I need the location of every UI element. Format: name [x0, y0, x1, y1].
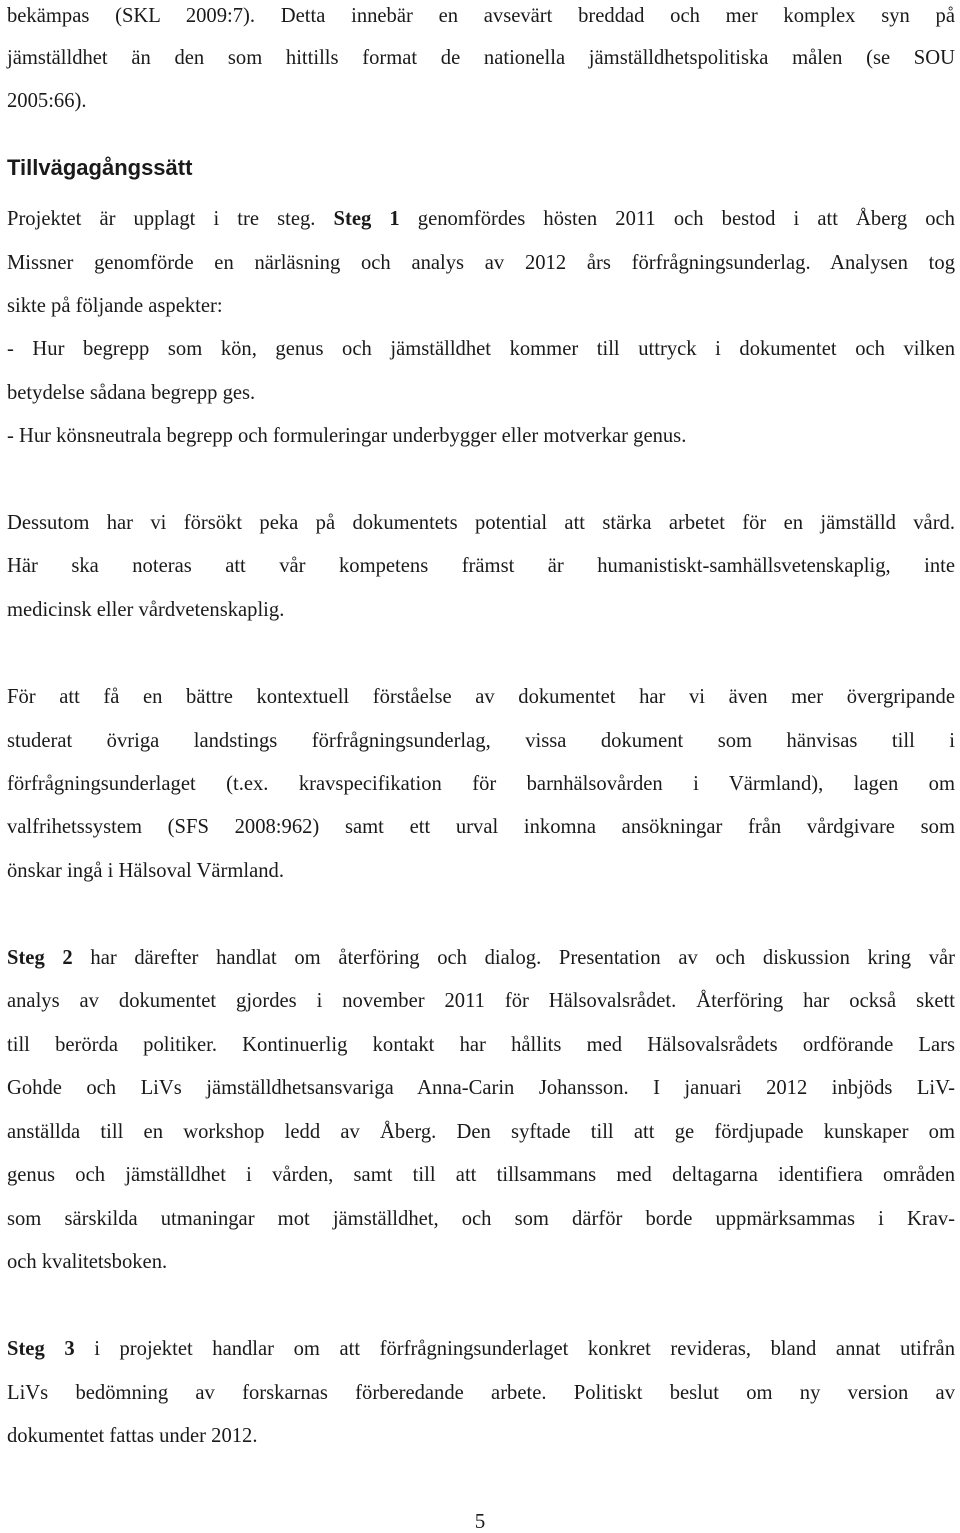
page-number: 5 — [474, 1509, 486, 1533]
p5-line-1-post: i projektet handlar om att förfrågningsunderlaget konkret revideras, bland annat utifrån — [74, 1338, 955, 1360]
p4-line-7: som särskilda utmaningar mot jämställdhet, och som därför borde uppmärksammas i Krav- — [7, 1208, 955, 1230]
p4-line-6: genus och jämställdhet i vården, samt till att tillsammans med deltagarna identifiera områden — [7, 1164, 955, 1186]
p4-line-4: Gohde och LiVs jämställdhetsansvariga Anna-Carin Johansson. I januari 2012 inbjöds LiV- — [7, 1077, 955, 1099]
p4-line-3: till berörda politiker. Kontinuerlig kontakt har hållits med Hälsovalsrådets ordförande Lars — [7, 1034, 955, 1056]
p3-line-1: För att få en bättre kontextuell förståelse av dokumentet har vi även mer övergripande — [7, 686, 955, 708]
intro-line-2: jämställdhet än den som hittills format de nationella jämställdhetspolitiska målen (se SOU — [7, 47, 955, 69]
p1-bullet-2: - Hur könsneutrala begrepp och formuleringar underbygger eller motverkar genus. — [7, 425, 687, 447]
p5-line-3: dokumentet fattas under 2012. — [7, 1425, 258, 1447]
p2-line-3: medicinsk eller vårdvetenskaplig. — [7, 599, 285, 621]
p3-line-3: förfrågningsunderlaget (t.ex. kravspecifikation för barnhälsovården i Värmland), lagen om — [7, 773, 955, 795]
intro-line-3: 2005:66). — [7, 90, 87, 112]
p1-line-1-post: genomfördes hösten 2011 och bestod i att Åberg och — [399, 208, 955, 230]
p4-line-5: anställda till en workshop ledd av Åberg. Den syftade till att ge fördjupade kunskaper om — [7, 1121, 955, 1143]
step-3-label: Steg 3 — [7, 1338, 75, 1360]
p1-line-1 — [7, 207, 955, 231]
p1-bullet-1: - Hur begrepp som kön, genus och jämställdhet kommer till uttryck i dokumentet och vilken — [7, 338, 955, 360]
p1-line-2: Missner genomförde en närläsning och analys av 2012 års förfrågningsunderlag. Analysen tog — [7, 252, 955, 274]
step-2-label: Steg 2 — [7, 947, 73, 969]
p4-line-8: och kvalitetsboken. — [7, 1251, 168, 1273]
p4-line-1 — [7, 946, 955, 970]
intro-line-1: bekämpas (SKL 2009:7). Detta innebär en avsevärt breddad och mer komplex syn på — [7, 5, 955, 27]
p4-line-2: analys av dokumentet gjordes i november 2011 för Hälsovalsrådet. Återföring har också skett — [7, 990, 955, 1012]
p3-line-2: studerat övriga landstings förfrågningsunderlag, vissa dokument som hänvisas till i — [7, 730, 955, 752]
step-1-label: Steg 1 — [333, 208, 400, 230]
p3-line-5: önskar ingå i Hälsoval Värmland. — [7, 860, 284, 882]
p1-line-3: sikte på följande aspekter: — [7, 295, 223, 317]
section-heading: Tillvägagångssätt — [7, 155, 193, 180]
p5-line-2: LiVs bedömning av forskarnas förberedande arbete. Politiskt beslut om ny version av — [7, 1382, 955, 1404]
p3-line-4: valfrihetssystem (SFS 2008:962) samt ett urval inkomna ansökningar från vårdgivare som — [7, 816, 955, 838]
p1-line-1-pre: Projektet är upplagt i tre steg. — [7, 208, 334, 230]
p2-line-2: Här ska noteras att vår kompetens främst är humanistiskt-samhällsvetenskaplig, inte — [7, 555, 955, 577]
p5-line-1 — [7, 1337, 955, 1361]
p4-line-1-post: har därefter handlat om återföring och dialog. Presentation av och diskussion kring vår — [72, 947, 955, 969]
p1-bullet-1-cont: betydelse sådana begrepp ges. — [7, 382, 256, 404]
p2-line-1: Dessutom har vi försökt peka på dokumentets potential att stärka arbetet för en jämställd vård. — [7, 512, 955, 534]
